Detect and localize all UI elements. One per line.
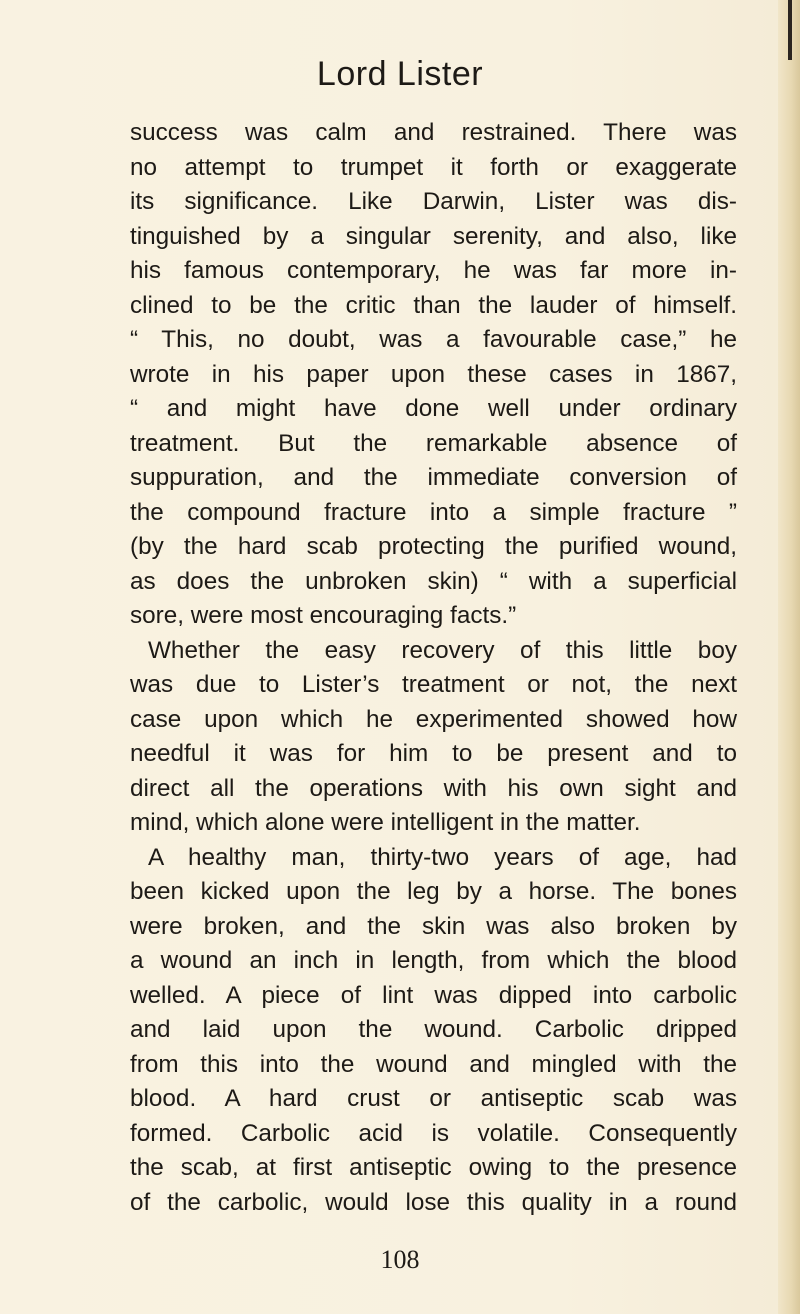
text-line: and laid upon the wound. Carbolic dripped (130, 1016, 737, 1043)
body-text (130, 116, 737, 1220)
page-edge (778, 0, 800, 1314)
text-line: “ This, no doubt, was a favourable case,” he (130, 326, 737, 353)
text-line: were broken, and the skin was also broken by (130, 912, 737, 940)
text-line: needful it was for him to be present and to (130, 740, 737, 767)
text-line: welled. A piece of lint was dipped into carbolic (130, 981, 737, 1009)
text-line: from this into the wound and mingled with the (130, 1050, 737, 1078)
text-line: wrote in his paper upon these cases in 1867, (130, 360, 737, 388)
running-head: Lord Lister (316, 55, 484, 93)
text-line: formed. Carbolic acid is volatile. Consequently (130, 1119, 737, 1147)
text-line: was due to Lister’s treatment or not, the next (130, 671, 737, 698)
text-line: case upon which he experimented showed how (130, 705, 737, 733)
text-line: the scab, at first antiseptic owing to the presence (130, 1154, 737, 1181)
text-line: “ and might have done well under ordinary (130, 395, 737, 422)
text-line: been kicked upon the leg by a horse. The bones (130, 878, 737, 905)
text-line: of the carbolic, would lose this quality in a round (130, 1188, 737, 1216)
page-number: 108 (380, 1245, 420, 1274)
text-line: no attempt to trumpet it forth or exaggerate (130, 153, 737, 181)
text-line: his famous contemporary, he was far more in- (130, 257, 737, 284)
text-line: sore, were most encouraging facts.” (130, 602, 517, 629)
text-line: (by the hard scab protecting the purified wound, (130, 533, 737, 560)
text-line: tinguished by a singular serenity, and also, like (130, 222, 737, 250)
text-line: treatment. But the remarkable absence of (130, 429, 737, 457)
text-line: A healthy man, thirty-two years of age, had (148, 843, 737, 871)
text-line: Whether the easy recovery of this little boy (148, 636, 737, 664)
text-line: clined to be the critic than the lauder of himself. (130, 291, 737, 319)
text-line: a wound an inch in length, from which the blood (130, 947, 737, 974)
text-line: suppuration, and the immediate conversion of (130, 464, 737, 491)
text-line: direct all the operations with his own sight and (130, 774, 737, 802)
text-line: the compound fracture into a simple fracture ” (130, 498, 737, 526)
text-line: mind, which alone were intelligent in the matter. (130, 809, 641, 836)
text-line: its significance. Like Darwin, Lister was dis- (130, 188, 737, 215)
text-line: success was calm and restrained. There was (130, 119, 737, 146)
text-line: as does the unbroken skin) “ with a superficial (130, 567, 737, 595)
text-line: blood. A hard crust or antiseptic scab was (130, 1085, 737, 1112)
